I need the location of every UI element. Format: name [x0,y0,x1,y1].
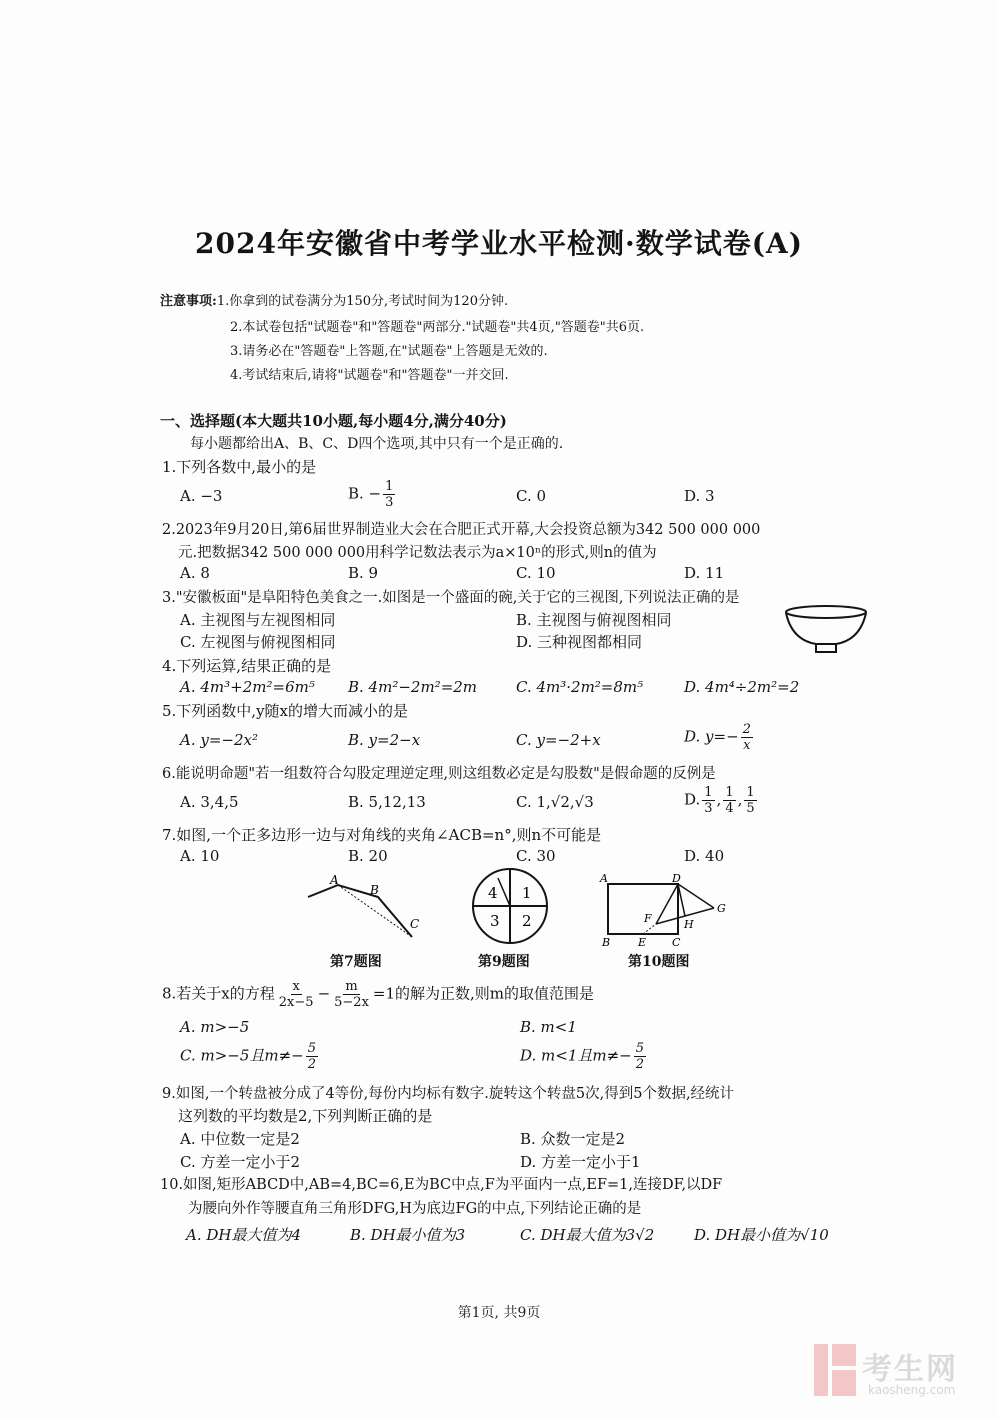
q6-option-b: B. 5,12,13 [348,793,426,811]
q6-stem: 6.能说明命题"若一组数符合勾股定理逆定理,则这组数必定是勾股数"是假命题的反例是 [162,766,716,782]
q7-option-a: A. 10 [180,847,220,865]
q5-stem: 5.下列函数中,y随x的增大而减小的是 [162,702,409,720]
q5-d-den: x [743,738,751,753]
q4-option-a: A. 4m³+2m²=6m⁵ [180,678,315,696]
q6-d-frac-2-num: 1 [725,785,734,800]
page-footer: 第1页, 共9页 [457,1305,541,1321]
q2-option-b: B. 9 [348,564,379,582]
fig10-label-g: G [717,902,726,915]
q1-option-b [348,480,397,509]
notes-item-2: 2.本试卷包括"试题卷"和"答题卷"两部分."试题卷"共4页,"答题卷"共6页. [230,320,645,335]
q6-d-prefix: D. [684,790,701,809]
q1-stem: 1.下列各数中,最小的是 [162,458,317,476]
q9-line-1: 9.如图,一个转盘被分成了4等份,每份内均标有数字.旋转这个转盘5次,得到5个数据,经统计 [162,1086,735,1102]
q8-d-den: 2 [635,1057,645,1072]
q7-option-b: B. 20 [348,847,388,865]
q8-f2-num: m [345,979,358,994]
fig9-sector-4: 2 [522,912,532,930]
q2-option-c: C. 10 [516,564,556,582]
q4-option-c: C. 4m³·2m²=8m⁵ [516,678,644,696]
fig7-label-a: A [330,873,339,887]
q10-option-c: C. DH最大值为3√2 [520,1226,655,1244]
page-title: 2024年安徽省中考学业水平检测·数学试卷(A) [195,227,803,260]
fig9-sector-3: 3 [490,912,500,930]
q6-d-frac-3-den: 5 [746,801,755,816]
q1-b-fraction [383,480,395,509]
q4-option-b: B. 4m²−2m²=2m [348,678,478,696]
q5-d-fraction [741,723,753,752]
q8-d-num: 5 [635,1041,645,1056]
q6-d-frac-3-num: 1 [746,785,755,800]
q8-stem [162,980,594,1009]
q7-option-d: D. 40 [684,847,725,865]
fig9-caption: 第9题图 [478,954,530,970]
q2-option-a: A. 8 [180,564,210,582]
q7-option-c: C. 30 [516,847,556,865]
fig10-label-c: C [672,936,681,948]
q3-option-b: B. 主视图与俯视图相同 [516,611,672,629]
q1-option-d: D. 3 [684,487,715,505]
q7-stem: 7.如图,一个正多边形一边与对角线的夹角∠ACB=n°,则n不可能是 [162,826,602,844]
q6-d-frac-1 [702,786,714,815]
fig10-label-b: B [602,936,611,948]
section-instruction: 每小题都给出A、B、C、D四个选项,其中只有一个是正确的. [190,436,564,452]
q10-option-b: B. DH最小值为3 [350,1226,466,1244]
fig10-label-f: F [644,912,652,925]
q6-d-frac-3 [744,786,756,815]
q8-f1-num: x [292,979,300,994]
q5-d-prefix: D. y=− [684,727,739,746]
q2-option-d: D. 11 [684,564,725,582]
q6-d-frac-2-den: 4 [725,801,734,816]
q9-option-b: B. 众数一定是2 [520,1130,626,1148]
q10-option-d: D. DH最小值为√10 [694,1226,829,1244]
notes-item-3: 3.请务必在"答题卷"上答题,在"试题卷"上答题是无效的. [230,344,548,359]
fig10-label-h: H [684,918,694,931]
q5-option-d [684,723,755,752]
q8-option-a: A. m>−5 [180,1018,250,1036]
q6-d-frac-2 [723,786,735,815]
fig9-sector-2: 1 [522,884,532,902]
q8-minus: − [317,984,331,1003]
q8-stem-suffix: =1的解为正数,则m的取值范围是 [372,984,595,1003]
q6-option-c: C. 1,√2,√3 [516,793,594,811]
notes-label: 注意事项: [160,294,217,309]
q3-option-d: D. 三种视图都相同 [516,633,643,651]
fig7-caption: 第7题图 [330,954,382,970]
q9-option-d: D. 方差一定小于1 [520,1153,641,1171]
figure-7 [300,872,435,947]
fig7-label-c: C [410,917,420,931]
q1-option-a: A. −3 [180,487,223,505]
q10-option-a: A. DH最大值为4 [186,1226,302,1244]
q8-c-fraction [306,1042,318,1071]
fig10-label-e: E [638,936,647,948]
q1-b-den: 3 [385,495,394,510]
q8-option-d [520,1042,648,1071]
q4-stem: 4.下列运算,结果正确的是 [162,657,332,675]
q8-d-prefix: D. m<1且m≠− [520,1046,632,1065]
fig10-caption: 第10题图 [628,954,690,970]
fig10-label-a: A [600,872,608,885]
q8-fraction-1 [277,980,316,1009]
q8-option-b: B. m<1 [520,1018,577,1036]
q8-c-prefix: C. m>−5且m≠− [180,1046,304,1065]
fig10-label-d: D [672,872,681,885]
q1-b-num: 1 [385,479,394,494]
q10-line-1: 10.如图,矩形ABCD中,AB=4,BC=6,E为BC中点,F为平面内一点,EF=1,连接DF,以DF [160,1177,723,1193]
q8-stem-prefix: 8.若关于x的方程 [162,984,275,1003]
watermark-url: kaosheng.com [868,1383,956,1397]
q1-b-prefix: B. − [348,484,382,503]
q8-c-num: 5 [307,1041,317,1056]
q6-d-frac-1-num: 1 [704,785,713,800]
q5-d-num: 2 [742,722,751,737]
notes-line-1 [160,290,508,309]
q8-option-c [180,1042,320,1071]
q9-line-2: 这列数的平均数是2,下列判断正确的是 [178,1107,433,1125]
q6-option-d: D. $\frac{1}{3}$ , $\frac{1}{4}$ , $\frac{1}{5}$ [684,785,755,816]
q2-line-1: 2.2023年9月20日,第6届世界制造业大会在合肥正式开幕,大会投资总额为342 500 000 000 [162,522,761,538]
watermark-brand: 考生网 [862,1352,958,1387]
q10-line-2: 为腰向外作等腰直角三角形DFG,H为底边FG的中点,下列结论正确的是 [188,1201,642,1217]
q6-d-frac-1-den: 3 [704,801,713,816]
q8-fraction-2 [332,980,371,1009]
q8-c-den: 2 [307,1057,317,1072]
q5-option-b: B. y=2−x [348,731,421,749]
q9-option-a: A. 中位数一定是2 [180,1130,300,1148]
bowl-figure [782,604,870,656]
q6-option-a: A. 3,4,5 [180,793,239,811]
q8-d-fraction [634,1042,646,1071]
q4-option-d: D. 4m⁴÷2m²=2 [684,678,800,696]
q1-option-c: C. 0 [516,487,547,505]
fig9-sector-1: 4 [488,884,498,902]
notes-item-1: 1.你拿到的试卷满分为150分,考试时间为120分钟. [216,294,509,309]
q8-f1-den: 2x−5 [278,995,314,1010]
q2-line-2: 元.把数据342 500 000 000用科学记数法表示为a×10ⁿ的形式,则n的值为 [178,545,657,561]
fig7-label-b: B [370,883,379,897]
q5-option-c: C. y=−2+x [516,731,601,749]
q8-f2-den: 5−2x [334,995,369,1010]
q3-option-c: C. 左视图与俯视图相同 [180,633,336,651]
notes-item-4: 4.考试结束后,请将"试题卷"和"答题卷"一并交回. [230,368,509,383]
q3-option-a: A. 主视图与左视图相同 [180,611,336,629]
q5-option-a: A. y=−2x² [180,731,258,749]
q3-stem: 3."安徽板面"是阜阳特色美食之一.如图是一个盛面的碗,关于它的三视图,下列说法正确的是 [162,590,740,606]
figure-9-spinner [470,866,550,946]
figure-10 [596,872,736,948]
section-title: 一、选择题(本大题共10小题,每小题4分,满分40分) [160,412,507,430]
q9-option-c: C. 方差一定小于2 [180,1153,301,1171]
